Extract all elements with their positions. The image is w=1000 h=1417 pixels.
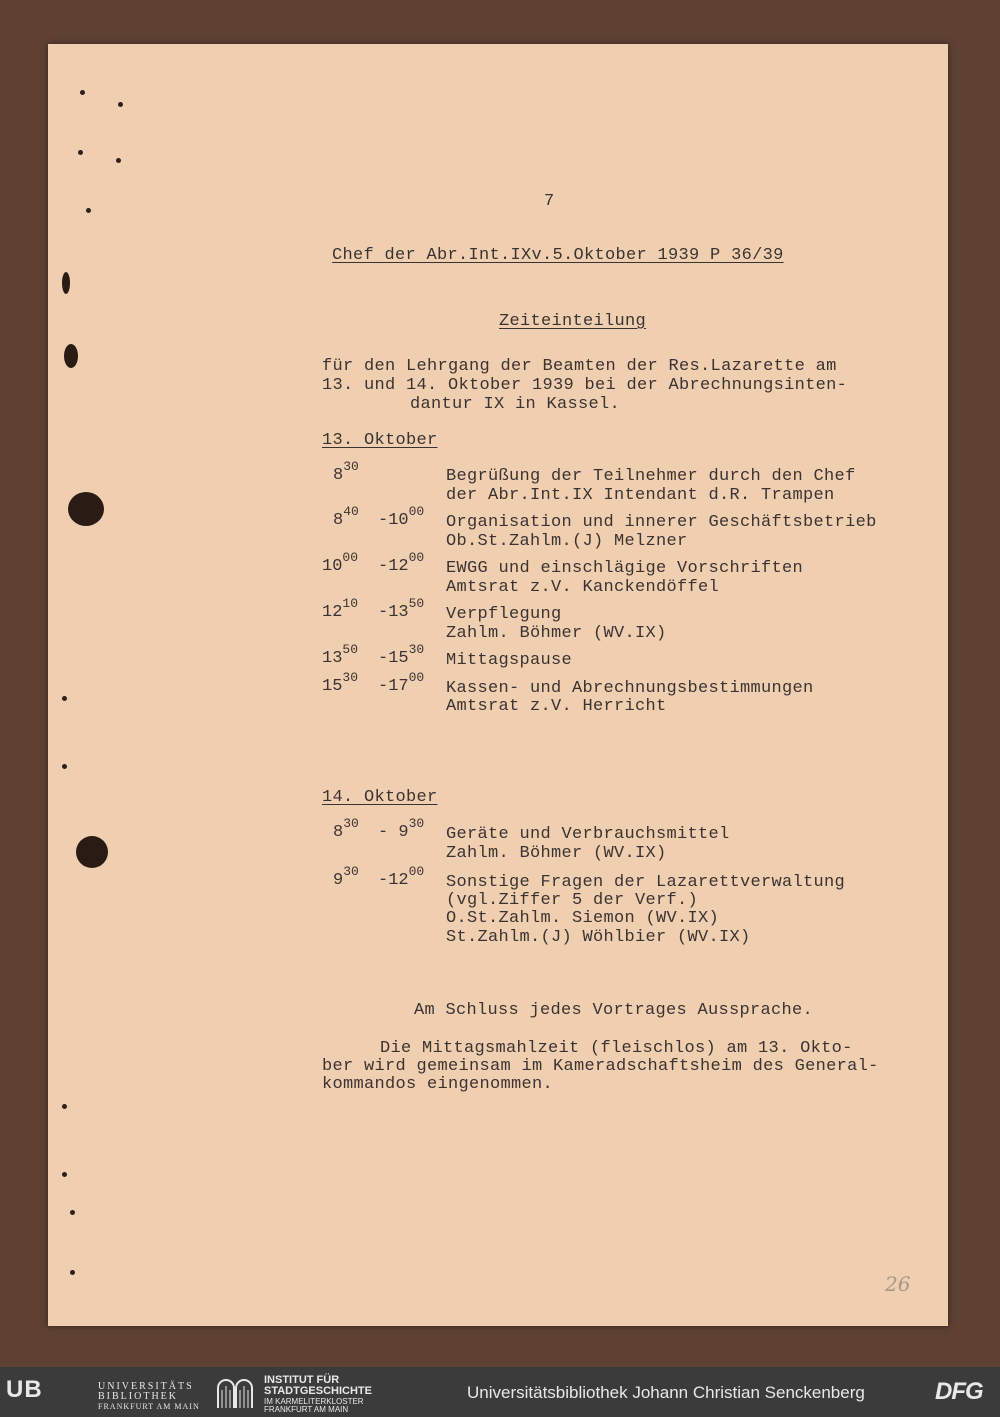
- time-slot-end: $-12^{00}$: [378, 864, 425, 890]
- punch-hole-bottom: [76, 836, 108, 868]
- institute-logo-icon[interactable]: [216, 1376, 254, 1408]
- time-slot-end: $-17^{00}$: [378, 670, 425, 696]
- paper-dot: [80, 90, 85, 95]
- paper-dot: [70, 1210, 75, 1215]
- punch-mark-1: [62, 272, 70, 294]
- entry-line: Ob.St.Zahlm.(J) Melzner: [446, 532, 688, 551]
- institute-name-line: INSTITUT FÜR: [264, 1374, 340, 1386]
- entry-line: Organisation und innerer Geschäftsbetrieb: [446, 513, 877, 532]
- page-number: 7: [544, 192, 555, 211]
- institute-subtitle-line: FRANKFURT AM MAIN: [264, 1405, 349, 1414]
- paper-dot: [70, 1270, 75, 1275]
- entry-line: Zahlm. Böhmer (WV.IX): [446, 624, 667, 643]
- time-slot-end: $-12^{00}$: [378, 550, 425, 576]
- institute-subtitle: [264, 1398, 364, 1414]
- time-slot-end: $-10^{00}$: [378, 504, 425, 530]
- day-heading-13: 13. Oktober: [322, 431, 438, 450]
- entry-line: O.St.Zahlm. Siemon (WV.IX): [446, 909, 720, 928]
- institute-subtitle-line: IM KARMELITERKLOSTER: [264, 1397, 364, 1406]
- entry-line: Geräte und Verbrauchsmittel: [446, 825, 730, 844]
- entry-line: St.Zahlm.(J) Wöhlbier (WV.IX): [446, 928, 751, 947]
- time-slot: $12^{10}$: [322, 596, 359, 622]
- entry-line: Zahlm. Böhmer (WV.IX): [446, 844, 667, 863]
- intro-line: 13. und 14. Oktober 1939 bei der Abrechnungsinten-: [322, 376, 848, 395]
- paper-dot: [78, 150, 83, 155]
- paper-dot: [116, 158, 121, 163]
- time-slot: $13^{50}$: [322, 642, 359, 668]
- pencil-folio-number: 26: [885, 1272, 911, 1296]
- entry-line: Verpflegung: [446, 605, 562, 624]
- punch-hole-top: [68, 492, 104, 526]
- ub-name-line: BIBLIOTHEK: [98, 1391, 178, 1402]
- paper-dot: [62, 1172, 67, 1177]
- time-slot: $8^{30}$: [333, 816, 359, 842]
- time-slot-end: - $9^{30}$: [378, 816, 425, 842]
- closing-remark: Am Schluss jedes Vortrages Aussprache.: [414, 1001, 814, 1020]
- entry-line: EWGG und einschlägige Vorschriften: [446, 559, 804, 578]
- closing-line: Die Mittagsmahlzeit (fleischlos) am 13. Okto-: [380, 1039, 853, 1058]
- entry-line: Mittagspause: [446, 651, 573, 670]
- entry-line: (vgl.Ziffer 5 der Verf.): [446, 891, 699, 910]
- punch-mark-2: [64, 344, 78, 368]
- paper-dot: [62, 696, 67, 701]
- library-name: Universitätsbibliothek Johann Christian Senckenberg: [467, 1383, 865, 1402]
- closing-line: kommandos eingenommen.: [322, 1075, 554, 1094]
- paper-dot: [62, 1104, 67, 1109]
- entry-line: Kassen- und Abrechnungsbestimmungen: [446, 679, 814, 698]
- dfg-logo[interactable]: DFG: [935, 1378, 983, 1405]
- paper-dot: [86, 208, 91, 213]
- time-slot: $10^{00}$: [322, 550, 359, 576]
- paper-dot: [118, 102, 123, 107]
- day-heading-14: 14. Oktober: [322, 788, 438, 807]
- ub-name-line: FRANKFURT AM MAIN: [98, 1402, 200, 1411]
- closing-line: ber wird gemeinsam im Kameradschaftsheim des General-: [322, 1057, 879, 1076]
- entry-line: der Abr.Int.IX Intendant d.R. Trampen: [446, 486, 835, 505]
- ub-name: [98, 1382, 200, 1412]
- ub-name-line: UNIVERSITÄTS: [98, 1381, 194, 1392]
- paper-dot: [62, 764, 67, 769]
- ub-logo[interactable]: UB: [6, 1376, 43, 1403]
- time-slot: $15^{30}$: [322, 670, 359, 696]
- entry-line: Begrüßung der Teilnehmer durch den Chef: [446, 467, 856, 486]
- time-slot-end: $-13^{50}$: [378, 596, 425, 622]
- institute-name: [264, 1375, 372, 1397]
- time-slot-end: $-15^{30}$: [378, 642, 425, 668]
- reference-line: Chef der Abr.Int.IXv.5.Oktober 1939 P 36/39: [332, 246, 784, 265]
- intro-line: für den Lehrgang der Beamten der Res.Lazarette am: [322, 357, 837, 376]
- institute-name-line: STADTGESCHICHTE: [264, 1385, 372, 1397]
- viewer-footer: [0, 1367, 1000, 1417]
- time-slot: $8^{40}$: [333, 504, 359, 530]
- intro-line: dantur IX in Kassel.: [410, 395, 621, 414]
- time-slot: $8^{30}$: [333, 459, 359, 485]
- document-heading: Zeiteinteilung: [499, 312, 647, 331]
- entry-line: Sonstige Fragen der Lazarettverwaltung: [446, 873, 846, 892]
- entry-line: Amtsrat z.V. Kanckendöffel: [446, 578, 720, 597]
- time-slot: $9^{30}$: [333, 864, 359, 890]
- entry-line: Amtsrat z.V. Herricht: [446, 697, 667, 716]
